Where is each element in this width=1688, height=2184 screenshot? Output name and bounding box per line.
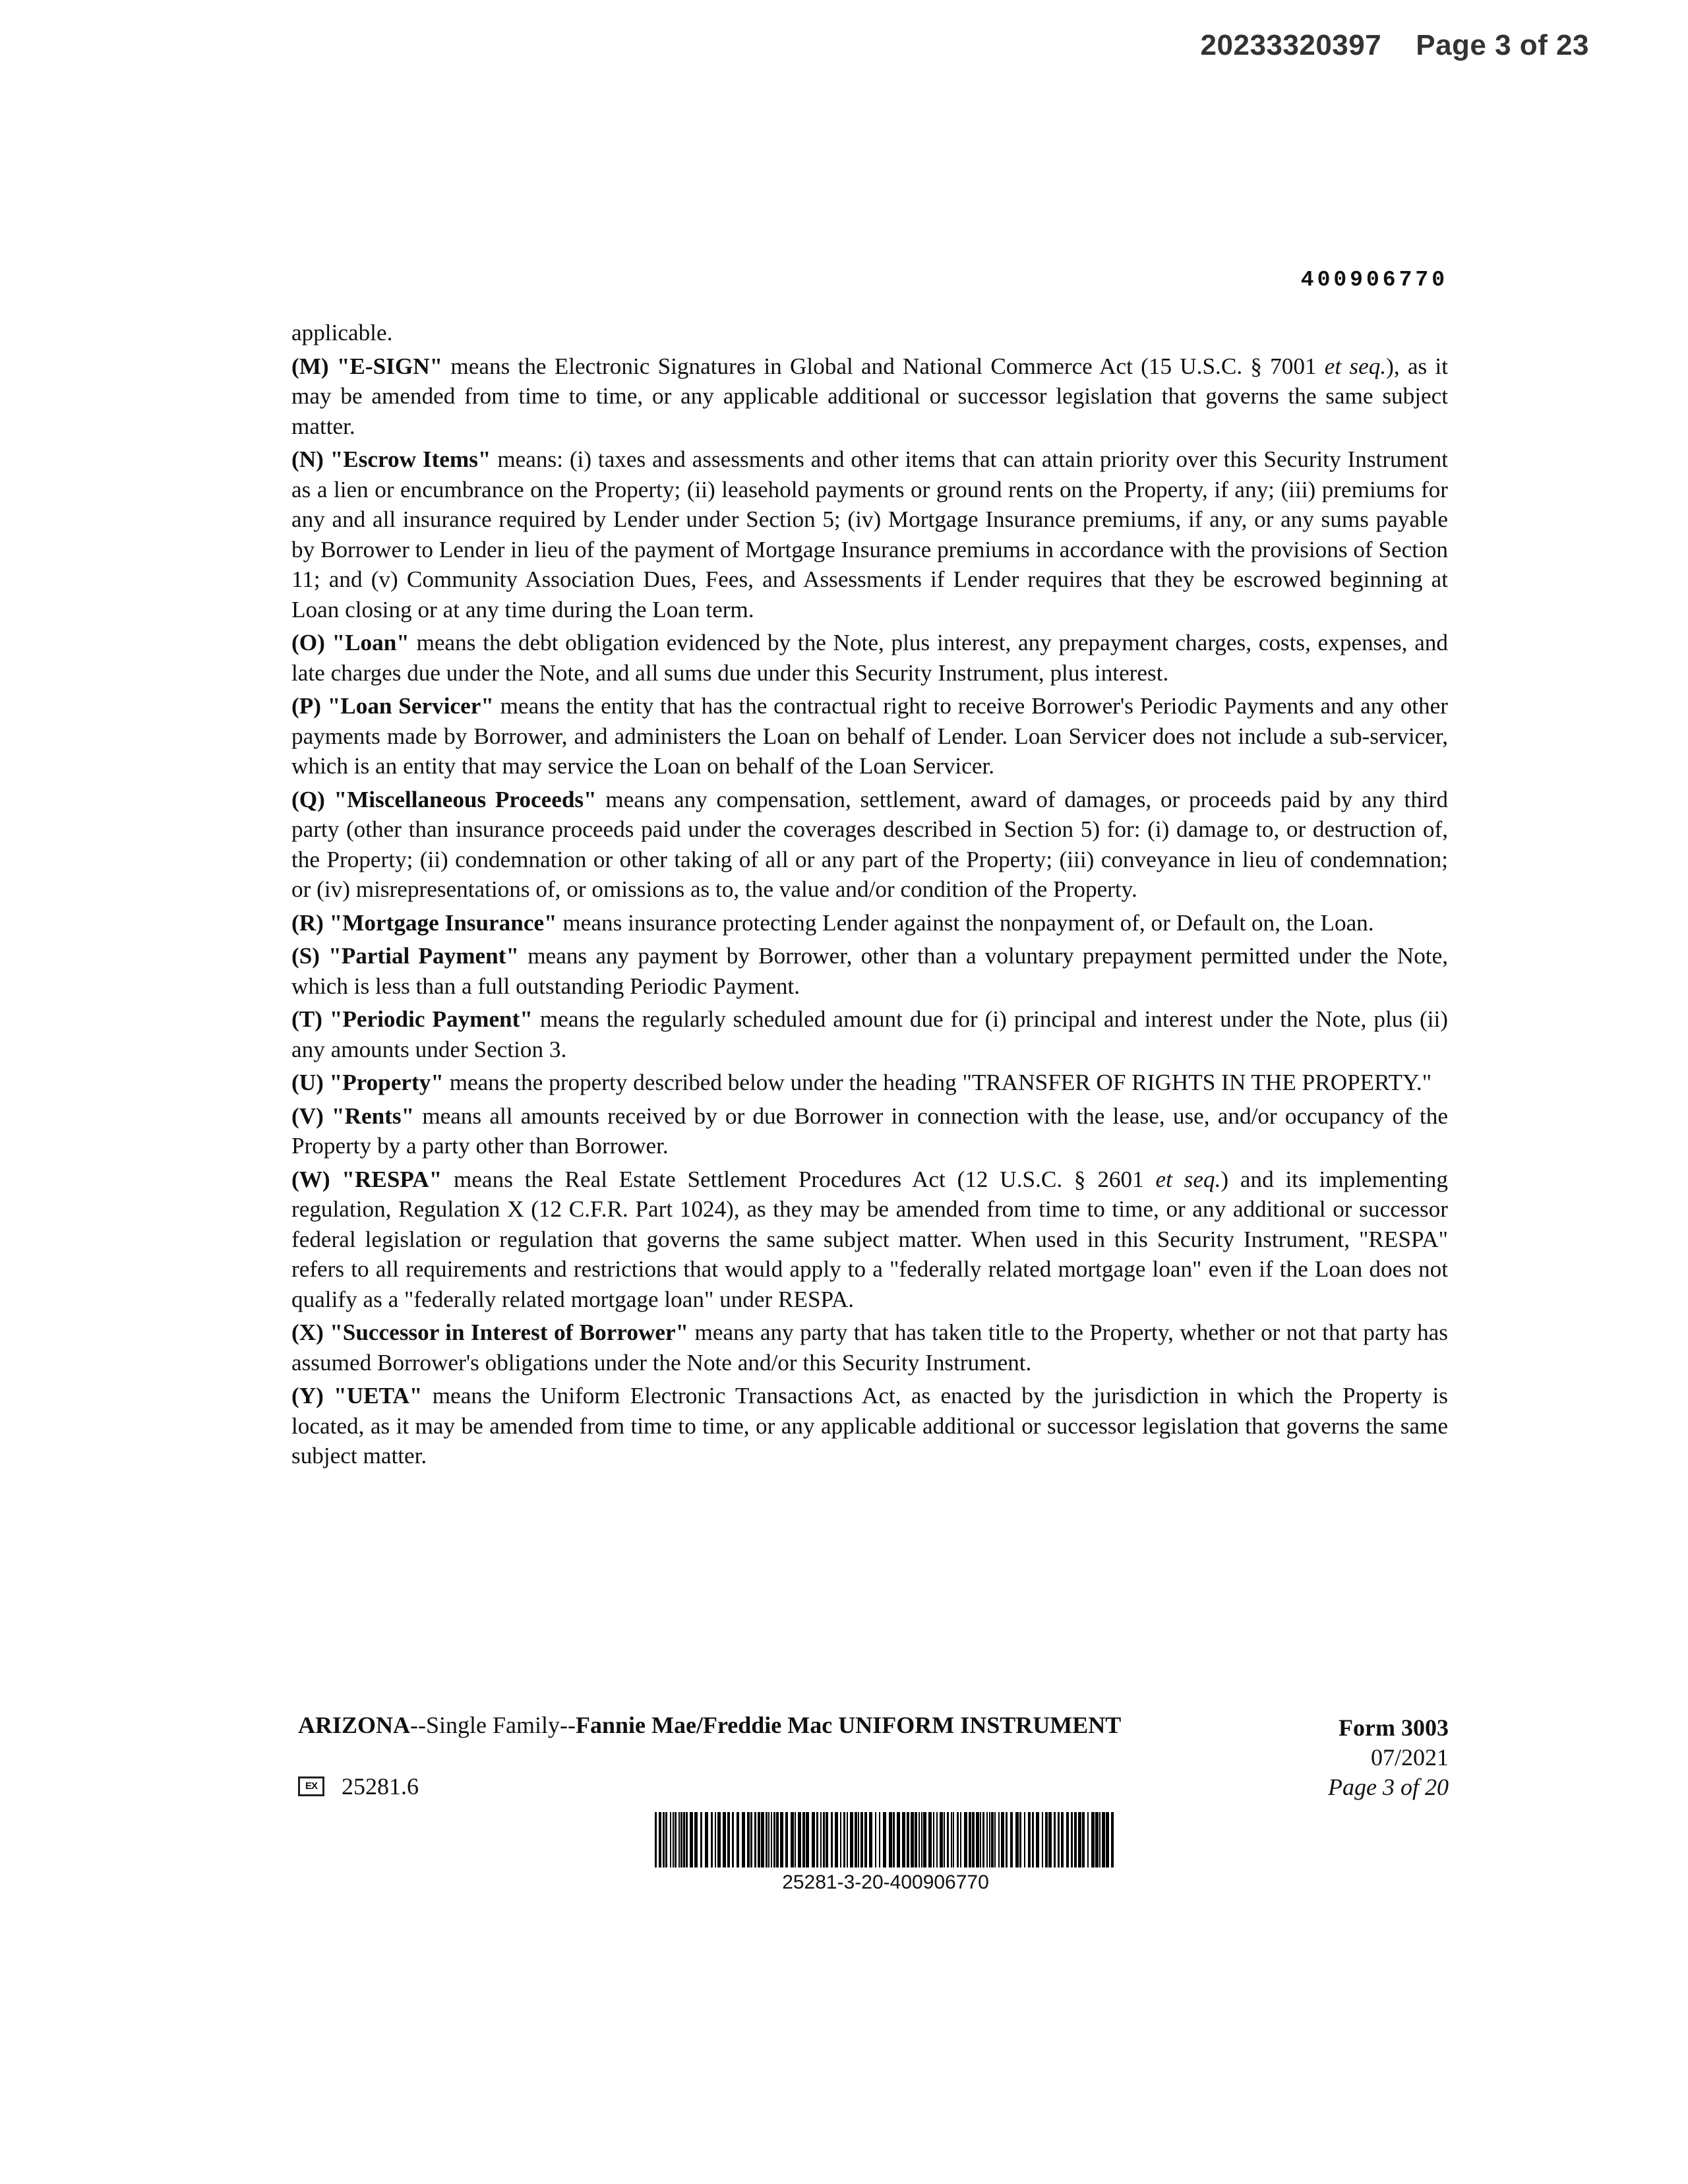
barcode-bar bbox=[1048, 1812, 1052, 1867]
barcode-bar bbox=[1102, 1812, 1105, 1867]
barcode-bar bbox=[840, 1812, 841, 1867]
barcode-bar bbox=[991, 1812, 994, 1867]
barcode-bar bbox=[1006, 1812, 1008, 1867]
barcode-bar bbox=[1019, 1812, 1021, 1867]
barcode-bar bbox=[747, 1812, 750, 1867]
barcode-bar bbox=[976, 1812, 979, 1867]
barcode-bar bbox=[911, 1812, 914, 1867]
barcode-bar bbox=[919, 1812, 920, 1867]
barcode-bar bbox=[737, 1812, 739, 1867]
recording-number: 20233320397 bbox=[1200, 29, 1382, 61]
barcode-bar bbox=[980, 1812, 981, 1867]
barcode-bar bbox=[1061, 1812, 1064, 1867]
barcode-bar bbox=[791, 1812, 794, 1867]
definition-loan-servicer: (P) "Loan Servicer" means the entity that has the contractual right to receive Borrower's Periodic Payments and any other payments made by Borrower, and administers the Loan on behalf of Lender. Loan Servicer does not include a sub-servicer, which is an entity that may service the Loan on behalf of the Loan Servicer. bbox=[291, 693, 1448, 779]
barcode-bar bbox=[969, 1812, 971, 1867]
loan-number: 400906770 bbox=[1300, 268, 1448, 292]
barcode-bar bbox=[1078, 1812, 1081, 1867]
barcode-bar bbox=[754, 1812, 756, 1867]
barcode-bar bbox=[1111, 1812, 1114, 1867]
barcode-bar bbox=[723, 1812, 726, 1867]
definition-label: (X) "Successor in Interest of Borrower" bbox=[291, 1320, 689, 1345]
form-number: Form 3003 bbox=[1339, 1714, 1449, 1741]
barcode-bar bbox=[883, 1812, 886, 1867]
barcode-bar bbox=[897, 1812, 900, 1867]
barcode-bar bbox=[951, 1812, 952, 1867]
barcode-bar bbox=[850, 1812, 853, 1867]
barcode-bar bbox=[855, 1812, 857, 1867]
barcode-bar bbox=[686, 1812, 688, 1867]
form-page: Page 3 of 20 bbox=[1328, 1774, 1449, 1800]
barcode-bar bbox=[1058, 1812, 1060, 1867]
form-date: 07/2021 bbox=[1370, 1744, 1449, 1771]
barcode-bar bbox=[742, 1812, 745, 1867]
barcode-bar bbox=[776, 1812, 779, 1867]
barcode-bar bbox=[785, 1812, 788, 1867]
definition-label: (V) "Rents" bbox=[291, 1103, 415, 1129]
barcode-bar bbox=[831, 1812, 833, 1867]
barcode-bar bbox=[1071, 1812, 1073, 1867]
barcode-bar bbox=[780, 1812, 783, 1867]
barcode-bar bbox=[766, 1812, 768, 1867]
definition-label: (N) "Escrow Items" bbox=[291, 446, 491, 472]
barcode-bar bbox=[928, 1812, 932, 1867]
definition-ueta: (Y) "UETA" means the Uniform Electronic Transactions Act, as enacted by the jurisdiction in which the Property is located, as it may be amended from time to time, or any applicable additional or successor legislation that governs the same subject matter. bbox=[291, 1383, 1448, 1469]
barcode-bar bbox=[986, 1812, 988, 1867]
barcode-bar bbox=[663, 1812, 665, 1867]
barcode-bar bbox=[902, 1812, 905, 1867]
definition-label: (T) "Periodic Payment" bbox=[291, 1006, 533, 1032]
definition-partial-payment: (S) "Partial Payment" means any payment by Borrower, other than a voluntary prepayment permitted under the Note, which is less than a full outstanding Periodic Payment. bbox=[291, 943, 1448, 999]
barcode-bar bbox=[957, 1812, 959, 1867]
definition-successor-in-interest: (X) "Successor in Interest of Borrower" means any party that has taken title to the Property, whether or not that party has assumed Borrower's obligations under the Note and/or this Security Instrument. bbox=[291, 1320, 1448, 1376]
barcode-bar bbox=[972, 1812, 975, 1867]
barcode-bar bbox=[893, 1812, 895, 1867]
barcode-bar bbox=[1091, 1812, 1095, 1867]
barcode-bar bbox=[1074, 1812, 1077, 1867]
barcode-bar bbox=[1036, 1812, 1039, 1867]
barcode-bar bbox=[1010, 1812, 1013, 1867]
definition-label: (M) "E-SIGN" bbox=[291, 353, 443, 379]
barcode-bar bbox=[1066, 1812, 1069, 1867]
barcode-bar bbox=[1015, 1812, 1019, 1867]
barcode-bar bbox=[683, 1812, 685, 1867]
barcode-bar bbox=[940, 1812, 943, 1867]
barcode-bar bbox=[798, 1812, 801, 1867]
barcode-bar bbox=[675, 1812, 677, 1867]
recording-page: Page 3 of 23 bbox=[1416, 29, 1589, 61]
barcode-bar bbox=[982, 1812, 984, 1867]
form-title: ARIZONA--Single Family--Fannie Mae/Freddie Mac UNIFORM INSTRUMENT bbox=[298, 1712, 1122, 1738]
barcode-bar bbox=[1032, 1812, 1034, 1867]
barcode-bar bbox=[879, 1812, 880, 1867]
barcode-bar bbox=[1001, 1812, 1004, 1867]
barcode-bar bbox=[727, 1812, 730, 1867]
barcode-bar bbox=[694, 1812, 698, 1867]
barcode-bar bbox=[820, 1812, 822, 1867]
barcode-bar bbox=[944, 1812, 945, 1867]
barcode-bar bbox=[860, 1812, 863, 1867]
barcode-bar bbox=[678, 1812, 680, 1867]
definition-label: (R) "Mortgage Insurance" bbox=[291, 909, 557, 936]
barcode-bar bbox=[1024, 1812, 1025, 1867]
barcode-bar bbox=[921, 1812, 922, 1867]
definition-label: (W) "RESPA" bbox=[291, 1166, 442, 1192]
barcode-bar bbox=[812, 1812, 815, 1867]
ellie-mae-logo-icon: EX bbox=[298, 1776, 324, 1796]
barcode-bar bbox=[1042, 1812, 1043, 1867]
barcode-bar bbox=[732, 1812, 734, 1867]
barcode-bar bbox=[889, 1812, 892, 1867]
barcode-bar bbox=[936, 1812, 938, 1867]
barcode-bar bbox=[835, 1812, 838, 1867]
barcode-bar bbox=[933, 1812, 934, 1867]
barcode-bar bbox=[673, 1812, 674, 1867]
barcode-bar bbox=[715, 1812, 716, 1867]
barcode-bar bbox=[1054, 1812, 1056, 1867]
barcode-bar bbox=[1045, 1812, 1048, 1867]
barcode-bar bbox=[989, 1812, 990, 1867]
barcode-bar bbox=[711, 1812, 713, 1867]
barcode-bar bbox=[690, 1812, 693, 1867]
barcode-bar bbox=[680, 1812, 682, 1867]
barcode-bar bbox=[998, 1812, 1000, 1867]
barcode-bar bbox=[758, 1812, 760, 1867]
definition-label: (O) "Loan" bbox=[291, 630, 409, 655]
barcode bbox=[655, 1812, 1116, 1867]
definition-e-sign: (M) "E-SIGN" means the Electronic Signatures in Global and National Commerce Act (15 U.S.C. § 7001 et seq.), as it may be amended from time to time, or any applicable additional or successor legislation that governs the same subject matter. bbox=[291, 353, 1448, 439]
definition-miscellaneous-proceeds: (Q) "Miscellaneous Proceeds" means any compensation, settlement, award of damages, or proceeds paid by any third party (other than insurance proceeds paid under the coverages described in Section 5) for: (i) damage to, or destruction of, the Property; (ii) condemnation or other taking of all or any part of the Property; (iii) conveyance in lieu of condemnation; or (iv) misrepresentations of, or omissions as to, the value and/or condition of the Property. bbox=[291, 786, 1448, 902]
document-code bbox=[298, 1773, 419, 1800]
barcode-bar bbox=[1028, 1812, 1031, 1867]
barcode-bar bbox=[823, 1812, 825, 1867]
barcode-bar bbox=[670, 1812, 671, 1867]
barcode-bar bbox=[1099, 1812, 1100, 1867]
definitions-body bbox=[291, 318, 1448, 1474]
barcode-bar bbox=[994, 1812, 996, 1867]
barcode-bar bbox=[947, 1812, 949, 1867]
barcode-bar bbox=[773, 1812, 775, 1867]
barcode-bar bbox=[1082, 1812, 1085, 1867]
barcode-bar bbox=[761, 1812, 764, 1867]
barcode-bar bbox=[705, 1812, 708, 1867]
paragraph-continuation: applicable. bbox=[291, 320, 393, 346]
definition-mortgage-insurance: (R) "Mortgage Insurance" means insurance protecting Lender against the nonpayment of, or Default on, the Loan. bbox=[291, 909, 1374, 936]
barcode-bar bbox=[923, 1812, 926, 1867]
definition-label: (Y) "UETA" bbox=[291, 1383, 423, 1409]
barcode-bar bbox=[1106, 1812, 1109, 1867]
doc-code: 25281.6 bbox=[342, 1773, 419, 1800]
barcode-bar bbox=[768, 1812, 769, 1867]
barcode-bar bbox=[960, 1812, 961, 1867]
barcode-bar bbox=[915, 1812, 917, 1867]
barcode-bar bbox=[1095, 1812, 1099, 1867]
form-info bbox=[1328, 1713, 1449, 1802]
barcode-text: 25281-3-20-400906770 bbox=[782, 1871, 989, 1893]
definition-label: (Q) "Miscellaneous Proceeds" bbox=[291, 786, 597, 812]
barcode-bar bbox=[964, 1812, 967, 1867]
definition-respa: (W) "RESPA" means the Real Estate Settlement Procedures Act (12 U.S.C. § 2601 et seq.) and its implementing regulation, Regulation X (12 C.F.R. Part 1024), as they may be amended from time to time, or any additional or successor federal legislation or regulation that governs the same subject matter. When used in this Security Instrument, "RESPA" refers to all requirements and restrictions that would apply to a "federally related mortgage loan" even if the Loan does not qualify as a "federally related mortgage loan" under RESPA. bbox=[291, 1166, 1448, 1312]
barcode-bar bbox=[806, 1812, 809, 1867]
barcode-bar bbox=[771, 1812, 772, 1867]
definition-rents: (V) "Rents" means all amounts received by or due Borrower in connection with the lease, use, and/or occupancy of the Property by a party other than Borrower. bbox=[291, 1103, 1448, 1159]
barcode-bar bbox=[700, 1812, 702, 1867]
barcode-bar bbox=[659, 1812, 661, 1867]
barcode-bar bbox=[875, 1812, 876, 1867]
barcode-bar bbox=[795, 1812, 796, 1867]
barcode-bar bbox=[953, 1812, 954, 1867]
definition-property: (U) "Property" means the property described below under the heading "TRANSFER OF RIGHTS IN THE PROPERTY." bbox=[291, 1070, 1432, 1095]
definition-label: (S) "Partial Payment" bbox=[291, 943, 519, 969]
definition-loan: (O) "Loan" means the debt obligation evidenced by the Note, plus interest, any prepayment charges, costs, expenses, and late charges due under the Note, and all sums due under this Security Instrument, plus interest. bbox=[291, 630, 1448, 686]
barcode-bar bbox=[864, 1812, 867, 1867]
barcode-bar bbox=[847, 1812, 848, 1867]
barcode-bar bbox=[1087, 1812, 1089, 1867]
barcode-bar bbox=[665, 1812, 667, 1867]
barcode-bar bbox=[750, 1812, 752, 1867]
definition-periodic-payment: (T) "Periodic Payment" means the regularly scheduled amount due for (i) principal and interest under the Note, plus (ii) any amounts under Section 3. bbox=[291, 1006, 1449, 1062]
barcode-bar bbox=[717, 1812, 721, 1867]
definition-label: (U) "Property" bbox=[291, 1070, 444, 1095]
barcode-bar bbox=[843, 1812, 845, 1867]
barcode-bar bbox=[826, 1812, 828, 1867]
definition-label: (P) "Loan Servicer" bbox=[291, 693, 494, 719]
barcode-bar bbox=[907, 1812, 909, 1867]
barcode-bar bbox=[802, 1812, 805, 1867]
barcode-bar bbox=[816, 1812, 818, 1867]
barcode-bar bbox=[858, 1812, 859, 1867]
definition-escrow-items: (N) "Escrow Items" means: (i) taxes and assessments and other items that can attain priority over this Security Instrument as a lien or encumbrance on the Property; (ii) leasehold payments or ground rents on the Property, if any; (iii) premiums for any and all insurance required by Lender under Section 5; (iv) Mortgage Insurance premiums, if any, or any sums payable by Borrower to Lender in lieu of the payment of Mortgage Insurance premiums in accordance with the provisions of Section 11; and (v) Community Association Dues, Fees, and Assessments if Lender requires that they be escrowed beginning at Loan closing or at any time during the Loan term. bbox=[291, 446, 1448, 622]
recording-header bbox=[1201, 29, 1589, 62]
barcode-bar bbox=[869, 1812, 872, 1867]
barcode-bar bbox=[655, 1812, 657, 1867]
